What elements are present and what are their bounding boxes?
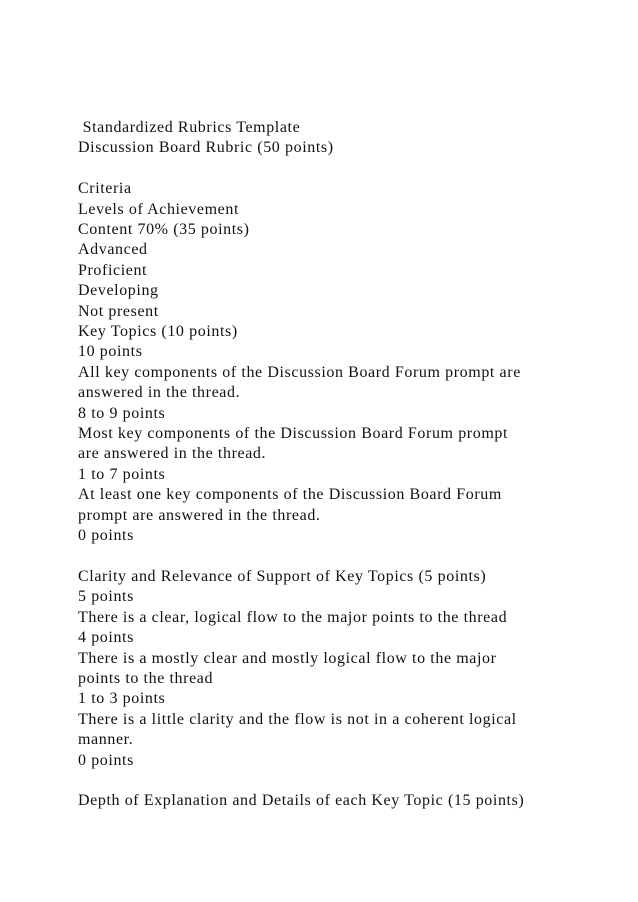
rubric-text [78,118,598,812]
clarity-not-present-points: 0 points [78,751,134,769]
key-topics-developing-points: 1 to 7 points [78,465,166,483]
clarity-proficient-desc: points to the thread [78,669,214,687]
key-topics-developing-desc: At least one key components of the Discussion Board Forum [78,486,502,504]
document-subtitle: Discussion Board Rubric (50 points) [78,139,334,157]
clarity-developing-desc: There is a little clarity and the flow is not in a coherent logical [78,710,517,728]
key-topics-proficient-points: 8 to 9 points [78,404,166,422]
criteria-label: Criteria [78,180,132,198]
key-topics-advanced-desc: All key components of the Discussion Board Forum prompt are [78,363,521,381]
key-topics-title: Key Topics (10 points) [78,323,238,341]
clarity-proficient-points: 4 points [78,629,134,647]
key-topics-advanced-points: 10 points [78,343,143,361]
content-label: Content 70% (35 points) [78,221,250,239]
depth-title: Depth of Explanation and Details of each Key Topic (15 points) [78,792,525,810]
levels-label: Levels of Achievement [78,200,239,218]
key-topics-advanced-desc: answered in the thread. [78,384,241,402]
document-title: Standardized Rubrics Template [78,119,301,136]
key-topics-developing-desc: prompt are answered in the thread. [78,506,321,524]
clarity-proficient-desc: There is a mostly clear and mostly logical flow to the major [78,649,497,667]
key-topics-proficient-desc: are answered in the thread. [78,445,267,463]
clarity-title: Clarity and Relevance of Support of Key Topics (5 points) [78,567,487,585]
level-proficient: Proficient [78,261,148,279]
level-not-present: Not present [78,302,159,320]
level-developing: Developing [78,282,159,300]
key-topics-not-present-points: 0 points [78,527,134,545]
clarity-developing-points: 1 to 3 points [78,690,166,708]
key-topics-proficient-desc: Most key components of the Discussion Board Forum prompt [78,425,509,443]
clarity-advanced-points: 5 points [78,588,134,606]
blank-line [78,159,598,179]
blank-line [78,547,598,567]
clarity-advanced-desc: There is a clear, logical flow to the major points to the thread [78,608,508,626]
level-advanced: Advanced [78,241,148,259]
clarity-developing-desc: manner. [78,731,134,749]
blank-line [78,771,598,791]
